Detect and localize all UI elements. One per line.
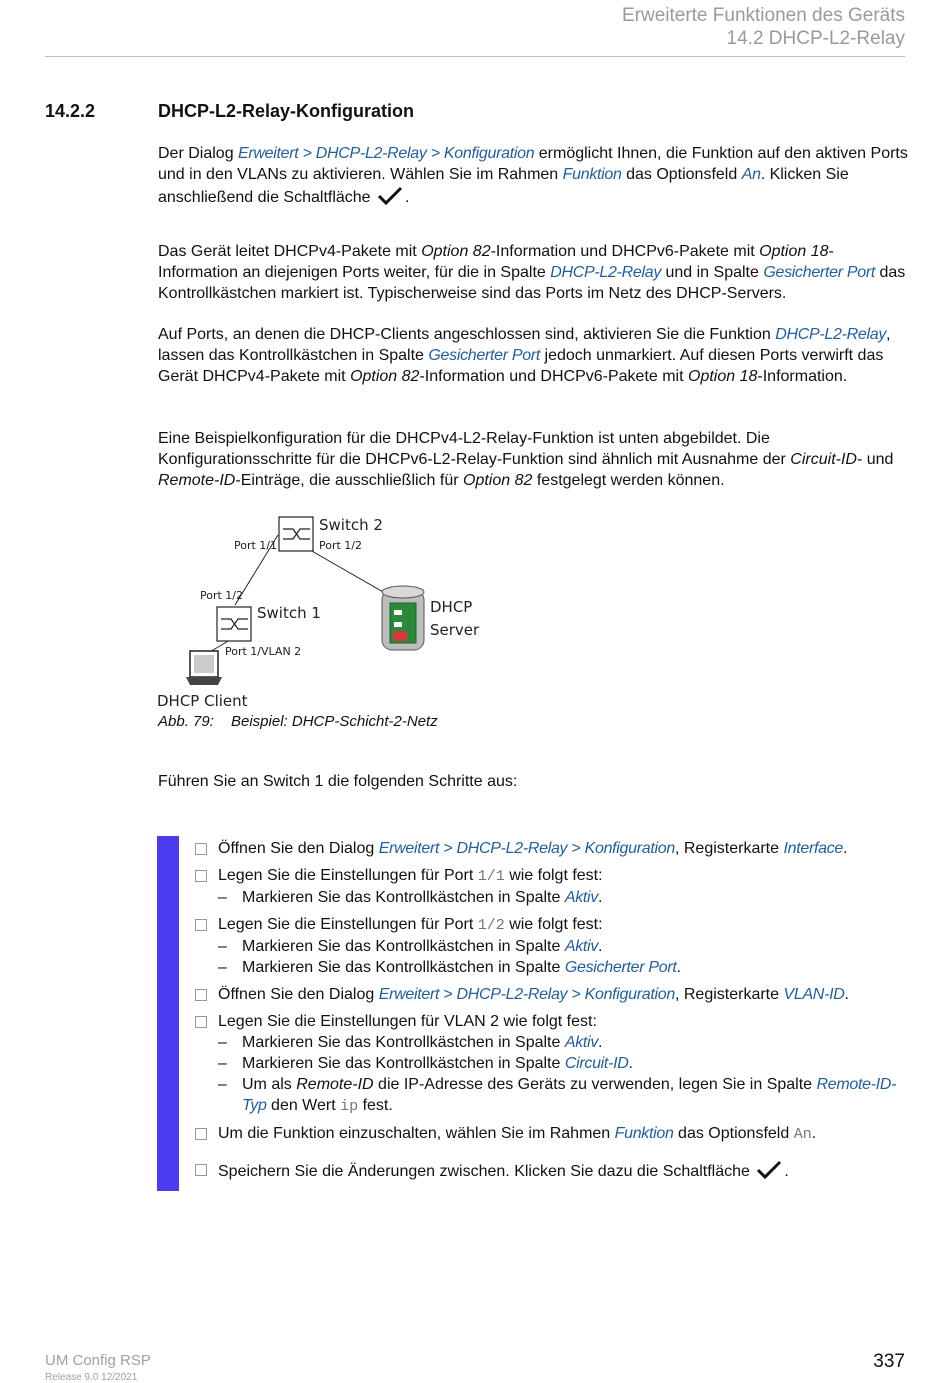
list-subitem: – Markieren Sie das Kontrollkästchen in Spalte Aktiv. [218,1034,603,1051]
list-subitem: – Um als Remote-ID die IP-Adresse des Geräts zu verwenden, legen Sie in Spalte Remote-ID-Typ den Wert ip fest. [218,1076,897,1115]
switch1-port-top: Port 1/2 [200,589,244,602]
running-header [622,4,905,50]
checkbox-square-icon [195,1164,207,1176]
checkbox-square-icon [195,870,207,882]
list-item: Öffnen Sie den Dialog Erweitert > DHCP-L2-Relay > Konfiguration, Registerkarte Interface. [193,838,913,859]
switch1-port-bottom: Port 1/VLAN 2 [225,645,302,658]
dialog-path-link[interactable]: Erweitert > DHCP-L2-Relay > Konfiguration [378,840,675,857]
option-on-ref: An [741,166,761,183]
list-item: Legen Sie die Einstellungen für Port 1/2 wie folgt fest: [193,914,913,936]
list-item: Öffnen Sie den Dialog Erweitert > DHCP-L2-Relay > Konfiguration, Registerkarte VLAN-ID. [193,984,913,1005]
switch-icon [217,607,251,641]
steps-intro: Führen Sie an Switch 1 die folgenden Schritte aus: [158,773,518,790]
checkmark-icon [377,185,403,207]
client-label: DHCP Client [157,692,248,710]
page-number: 337 [873,1351,905,1372]
column-secured-port-ref: Gesicherter Port [763,264,876,281]
paragraph-4: Eine Beispielkonfiguration für die DHCPv4-L2-Relay-Funktion ist unten abgebildet. Die Konfigurationsschritte für die DHCPv6-L2-Relay-Funktion sind ähnlich mit Ausnahme der Circuit-ID- und Remote-ID-Einträge, die ausschließlich für Option 82 festgelegt werden können. [158,430,894,489]
dialog-path-link[interactable]: Erweitert > DHCP-L2-Relay > Konfiguration [238,145,535,162]
switch2-port-left: Port 1/1 [234,539,278,552]
list-subitem: – Markieren Sie das Kontrollkästchen in Spalte Aktiv. [218,938,603,955]
header-chapter: Erweiterte Funktionen des Geräts [621,5,905,26]
computer-icon [186,651,222,685]
switch1-label: Switch 1 [257,604,321,622]
figure-caption [158,713,438,730]
checkbox-square-icon [195,989,207,1001]
checkmark-icon [756,1159,782,1181]
footer-document: UM Config RSP [45,1352,151,1369]
paragraph-3: Auf Ports, an denen die DHCP-Clients angeschlossen sind, aktivieren Sie die Funktion DHCP-L2-Relay, lassen das Kontrollkästchen in Spalte Gesicherter Port jedoch unmarkiert. Auf diesen Ports verwirft das Gerät DHCPv4-Pakete mit Option 82-Information und DHCPv6-Pakete mit Option 18-Information. [158,326,891,385]
tab-interface-ref: Interface [783,840,844,857]
caption-text: Beispiel: DHCP-Schicht-2-Netz [231,713,438,730]
list-item: Legen Sie die Einstellungen für VLAN 2 wie folgt fest: [193,1011,913,1032]
list-subitem: – Markieren Sie das Kontrollkästchen in Spalte Aktiv. [218,889,603,906]
list-subitem: – Markieren Sie das Kontrollkästchen in Spalte Gesicherter Port. [218,959,681,976]
checkbox-square-icon [195,919,207,931]
instruction-steps [193,838,913,1182]
dialog-path-link[interactable]: Erweitert > DHCP-L2-Relay > Konfiguration [378,986,675,1003]
paragraph-2: Das Gerät leitet DHCPv4-Pakete mit Option 82-Information und DHCPv6-Pakete mit Option 18-Information an diejenigen Ports weiter, für die in Spalte DHCP-L2-Relay und in Spalte Gesicherter Port das Kontrollkästchen markiert ist. Typischerweise sind das Ports im Netz des DHCP-Servers. [158,243,906,302]
instruction-bar [157,836,179,1191]
server-cabinet-icon [382,586,424,650]
server-label-line2: Server [430,621,480,639]
header-section: 14.2 DHCP-L2-Relay [726,28,905,49]
network-diagram [150,505,480,715]
list-item: Legen Sie die Einstellungen für Port 1/1 wie folgt fest: [193,865,913,887]
server-label-line1: DHCP [430,598,473,616]
checkbox-square-icon [195,1016,207,1028]
checkbox-square-icon [195,1128,207,1140]
paragraph-1: Der Dialog Erweitert > DHCP-L2-Relay > Konfiguration ermöglicht Ihnen, die Funktion auf den aktiven Ports und in den VLANs zu aktivieren. Wählen Sie im Rahmen Funktion das Optionsfeld An. Klicken Sie anschließend die Schaltfläche . [158,145,908,206]
tab-vlan-id-ref: VLAN-ID [783,986,845,1003]
column-dhcp-l2-relay-ref: DHCP-L2-Relay [550,264,662,281]
switch-icon [279,517,313,551]
switch2-label: Switch 2 [319,516,383,534]
frame-function-ref: Funktion [562,166,622,183]
list-item: Um die Funktion einzuschalten, wählen Sie im Rahmen Funktion das Optionsfeld An. [193,1123,913,1145]
switch2-port-right: Port 1/2 [319,539,363,552]
section-title: DHCP-L2-Relay-Konfiguration [158,101,414,121]
section-number: 14.2.2 [45,101,96,121]
header-divider [45,56,905,57]
caption-label: Abb. 79: [158,713,214,730]
list-item: Speichern Sie die Änderungen zwischen. Klicken Sie dazu die Schaltfläche . [193,1159,913,1182]
list-subitem: – Markieren Sie das Kontrollkästchen in Spalte Circuit-ID. [218,1055,633,1072]
footer-release: Release 9.0 12/2021 [45,1372,138,1383]
checkbox-square-icon [195,843,207,855]
